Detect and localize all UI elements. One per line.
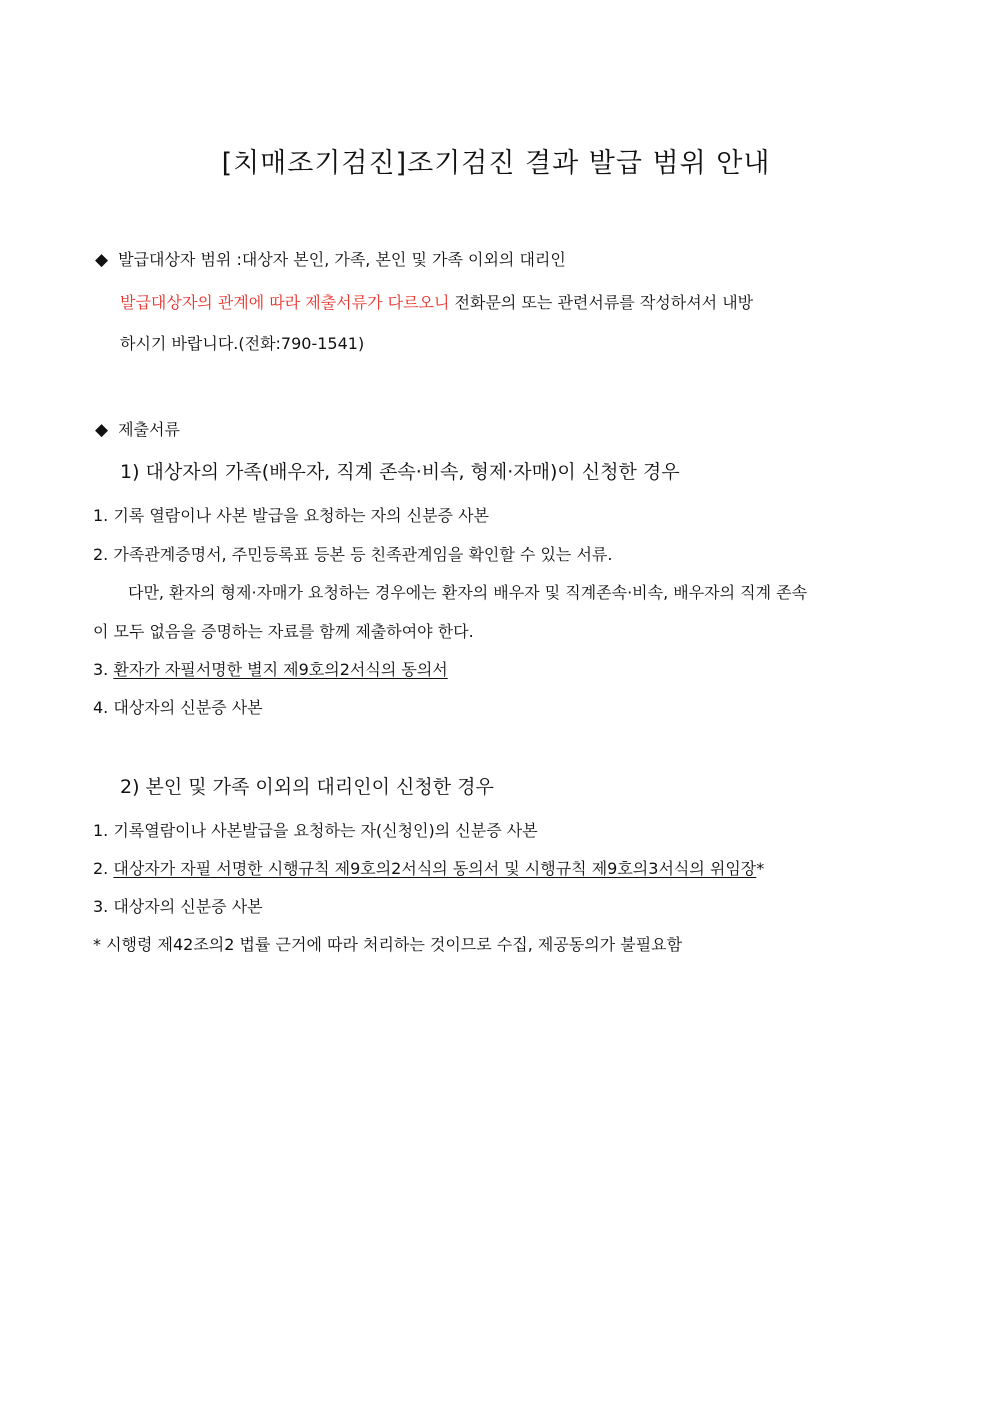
- family-item-4: 4. 대상자의 신분증 사본: [93, 698, 263, 717]
- family-item-3: [93, 660, 448, 680]
- family-item-3-text: 환자가 자필서명한 별지 제9호의2서식의 동의서: [113, 660, 448, 679]
- notice-text: 전화문의 또는 관련서류를 작성하셔서 내방: [449, 293, 754, 312]
- proxy-item-2: [93, 859, 764, 879]
- proxy-item-2-text: 대상자가 자필 서명한 시행규칙 제9호의2서식의 동의서 및 시행규칙 제9호의3서식의 위임장: [113, 859, 757, 878]
- eligibility-heading: 발급대상자 범위 :대상자 본인, 가족, 본인 및 가족 이외의 대리인: [118, 250, 566, 269]
- proxy-item-2-number: 2.: [93, 859, 114, 878]
- documents-heading-line: [95, 420, 180, 440]
- family-section-heading: 1) 대상자의 가족(배우자, 직계 존속·비속, 형제·자매)이 신청한 경우: [120, 461, 680, 483]
- proxy-section-heading: 2) 본인 및 가족 이외의 대리인이 신청한 경우: [120, 776, 494, 798]
- footnote: * 시행령 제42조의2 법률 근거에 따라 처리하는 것이므로 수집, 제공동의가 불필요함: [93, 935, 683, 954]
- family-item-1: 1. 기록 열람이나 사본 발급을 요청하는 자의 신분증 사본: [93, 506, 489, 525]
- family-item-2: 2. 가족관계증명서, 주민등록표 등본 등 친족관계임을 확인할 수 있는 서류.: [93, 545, 613, 564]
- family-item-3-number: 3.: [93, 660, 114, 679]
- notice-highlight: 발급대상자의 관계에 따라 제출서류가 다르오니: [120, 293, 450, 312]
- diamond-bullet-icon: ◆: [95, 250, 109, 270]
- family-item-2-note: 다만, 환자의 형제·자매가 요청하는 경우에는 환자의 배우자 및 직계존속·비속, 배우자의 직계 존속: [128, 583, 808, 602]
- eligibility-heading-line: [95, 250, 566, 270]
- proxy-item-1: 1. 기록열람이나 사본발급을 요청하는 자(신청인)의 신분증 사본: [93, 821, 538, 840]
- notice-continuation: 하시기 바랍니다.(전화:790-1541): [120, 334, 365, 353]
- proxy-item-3: 3. 대상자의 신분증 사본: [93, 897, 263, 916]
- diamond-bullet-icon: ◆: [95, 420, 109, 440]
- eligibility-notice: [120, 293, 753, 313]
- family-item-2-note-cont: 이 모두 없음을 증명하는 자료를 함께 제출하여야 한다.: [93, 622, 474, 641]
- documents-heading: 제출서류: [118, 420, 180, 439]
- footnote-marker: *: [756, 859, 765, 878]
- page-title: [치매조기검진]조기검진 결과 발급 범위 안내: [221, 148, 771, 179]
